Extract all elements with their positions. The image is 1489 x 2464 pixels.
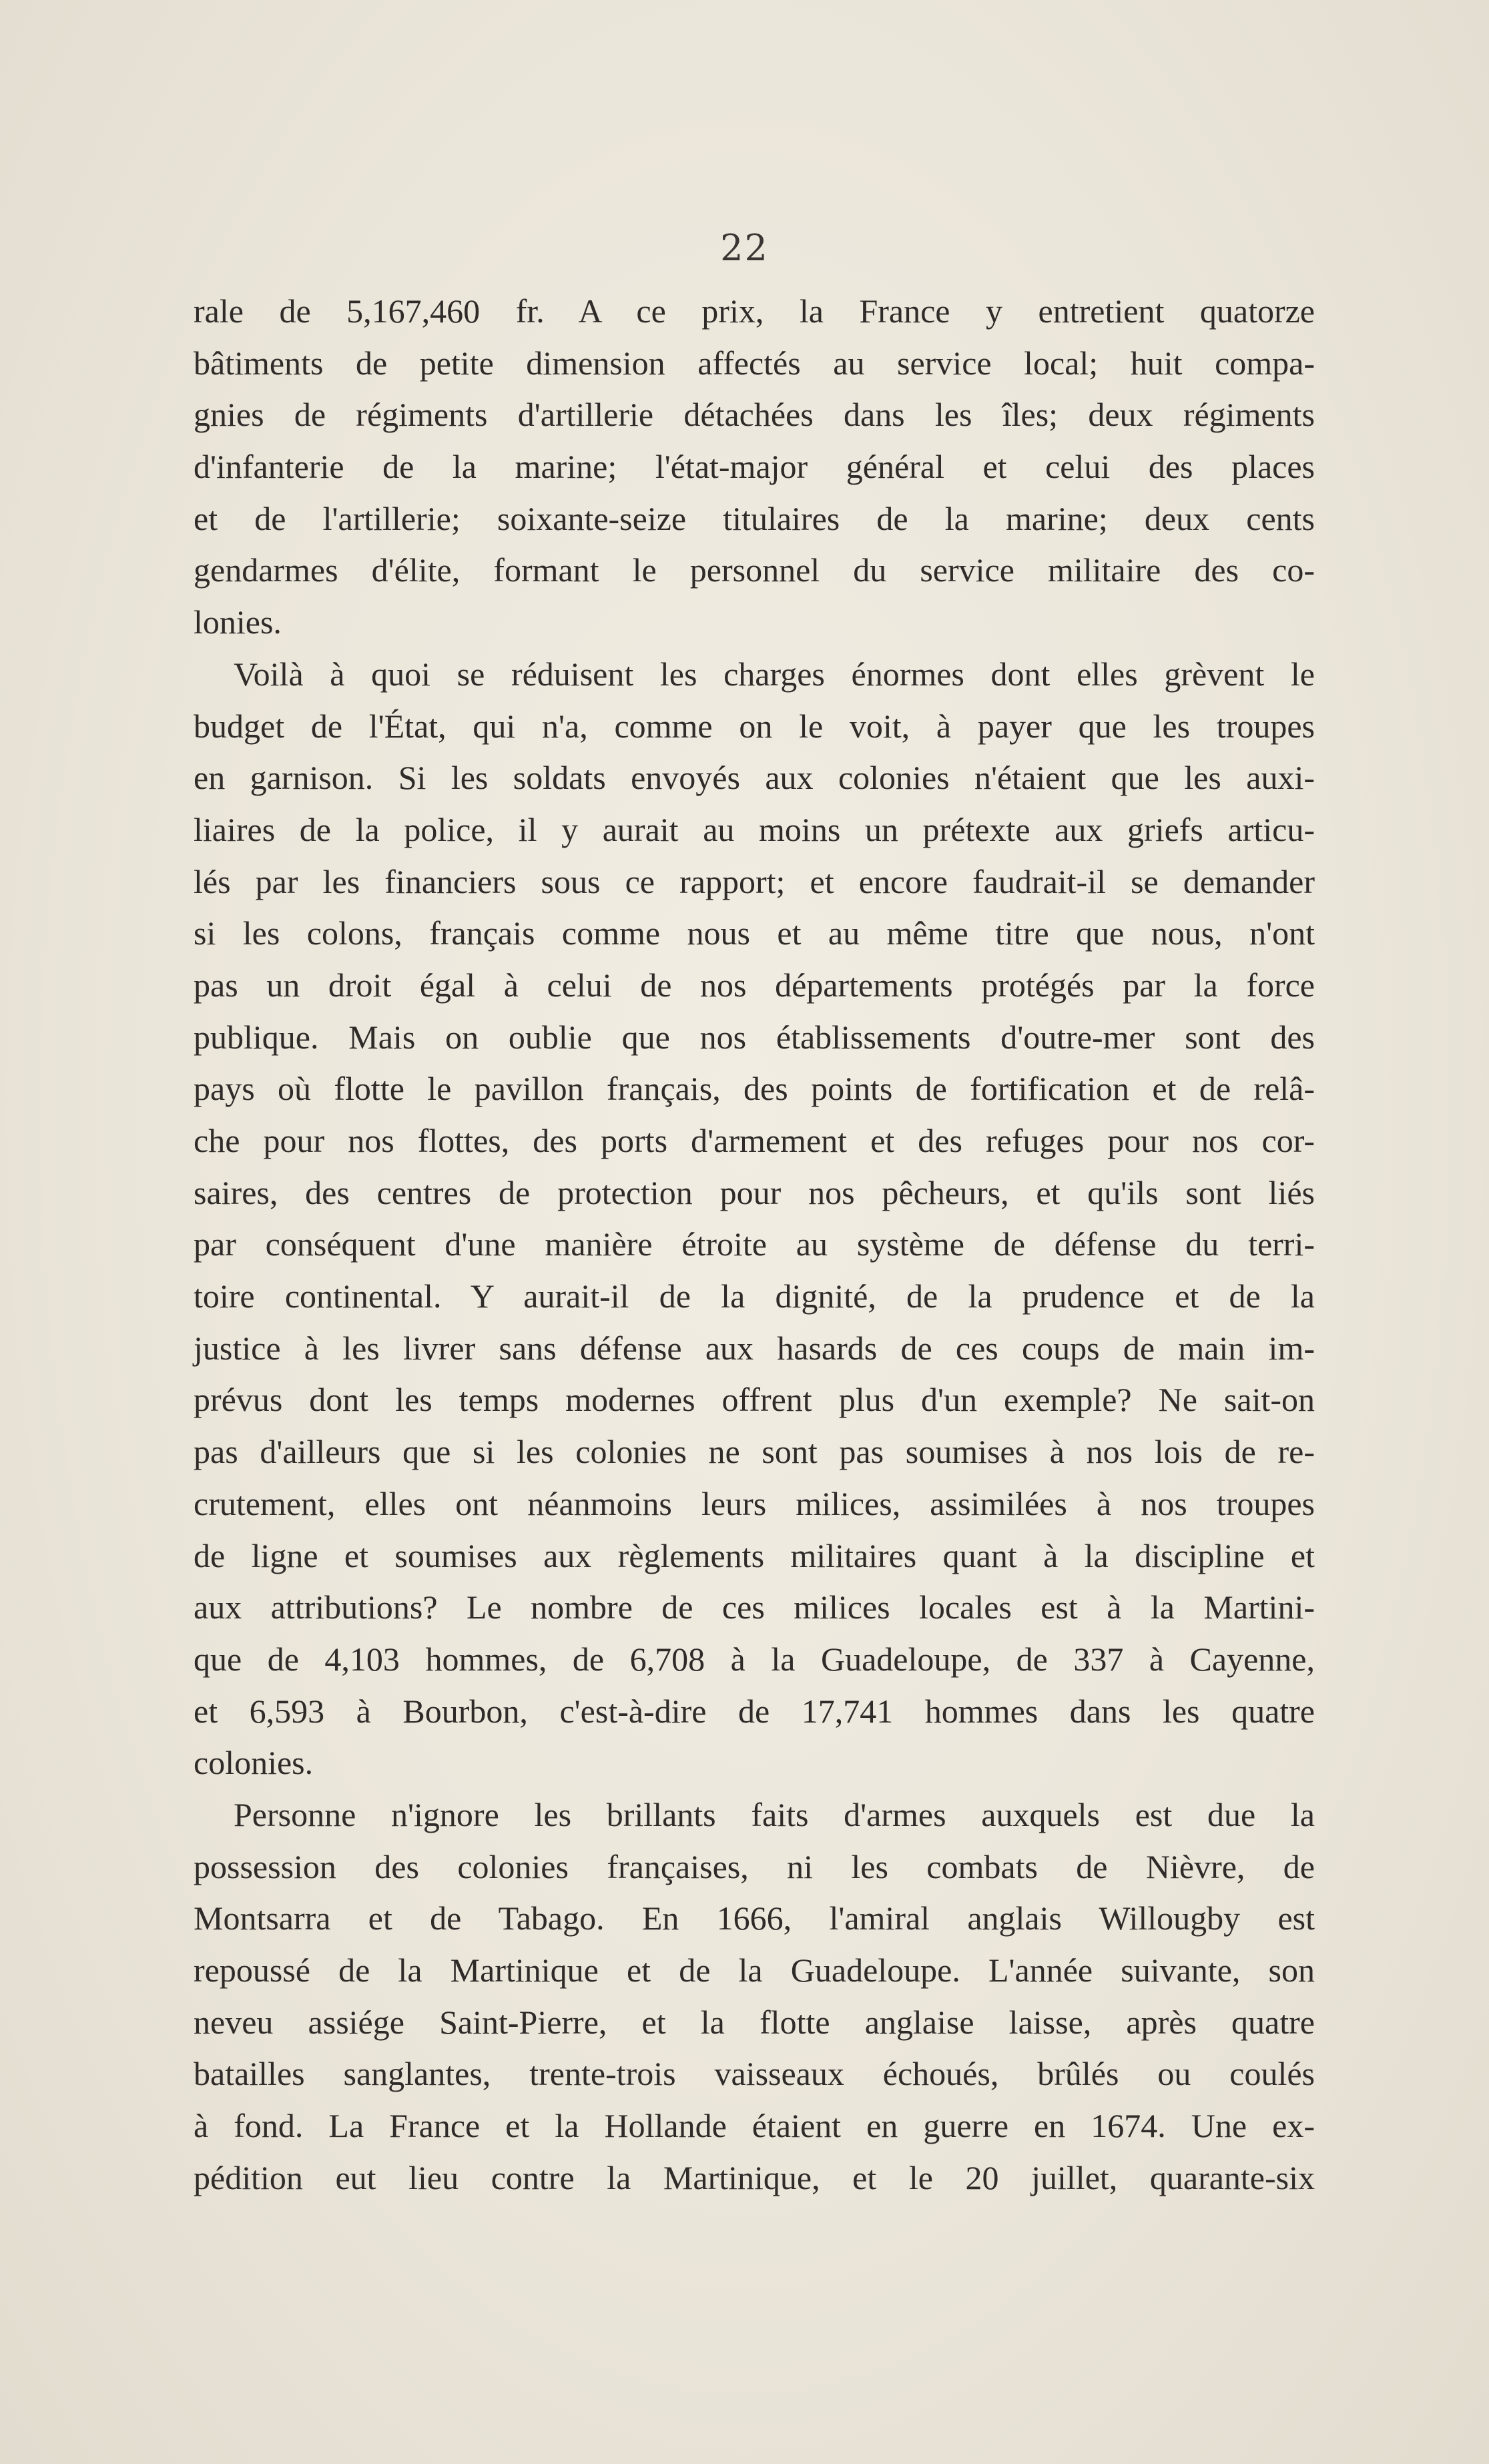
- text-line: d'infanterie de la marine; l'état-major général et celui des places: [194, 448, 1315, 486]
- text-line: toire continental. Y aurait-il de la dignité, de la prudence et de la: [194, 1277, 1315, 1315]
- text-line: budget de l'État, qui n'a, comme on le voit, à payer que les troupes: [194, 707, 1315, 745]
- text-line: colonies.: [194, 1744, 314, 1782]
- text-line: gnies de régiments d'artillerie détachées dans les îles; deux régiments: [194, 396, 1315, 434]
- text-line: repoussé de la Martinique et de la Guadeloupe. L'année suivante, son: [194, 1951, 1315, 1989]
- text-line: par conséquent d'une manière étroite au système de défense du terri-: [194, 1225, 1315, 1263]
- text-line: prévus dont les temps modernes offrent plus d'un exemple? Ne sait-on: [194, 1381, 1315, 1419]
- text-line: pas d'ailleurs que si les colonies ne sont pas soumises à nos lois de re-: [194, 1433, 1315, 1471]
- text-line: pédition eut lieu contre la Martinique, et le 20 juillet, quarante-six: [194, 2158, 1315, 2196]
- paragraph-start-line: Personne n'ignore les brillants faits d'armes auxquels est due la: [234, 1795, 1315, 1833]
- text-line: pays où flotte le pavillon français, des points de fortification et de relâ-: [194, 1070, 1315, 1108]
- page-number: 22: [720, 227, 769, 269]
- text-line: possession des colonies françaises, ni les combats de Nièvre, de: [194, 1847, 1315, 1885]
- text-line: rale de 5,167,460 fr. A ce prix, la France y entretient quatorze: [194, 292, 1315, 330]
- text-line: saires, des centres de protection pour nos pêcheurs, et qu'ils sont liés: [194, 1173, 1315, 1211]
- text-line: lonies.: [194, 603, 282, 641]
- text-line: à fond. La France et la Hollande étaient en guerre en 1674. Une ex-: [194, 2107, 1315, 2145]
- text-line: et 6,593 à Bourbon, c'est-à-dire de 17,741 hommes dans les quatre: [194, 1692, 1315, 1730]
- text-line: publique. Mais on oublie que nos établissements d'outre-mer sont des: [194, 1018, 1315, 1056]
- text-line: batailles sanglantes, trente-trois vaisseaux échoués, brûlés ou coulés: [194, 2055, 1315, 2093]
- body-text: [194, 286, 1315, 2204]
- text-line: que de 4,103 hommes, de 6,708 à la Guadeloupe, de 337 à Cayenne,: [194, 1640, 1315, 1678]
- text-line: gendarmes d'élite, formant le personnel du service militaire des co-: [194, 551, 1315, 589]
- paragraph-start-line: Voilà à quoi se réduisent les charges énormes dont elles grèvent le: [234, 655, 1315, 693]
- text-line: bâtiments de petite dimension affectés au service local; huit compa-: [194, 344, 1315, 382]
- text-line: en garnison. Si les soldats envoyés aux colonies n'étaient que les auxi-: [194, 759, 1315, 797]
- text-line: pas un droit égal à celui de nos départements protégés par la force: [194, 966, 1315, 1004]
- text-line: justice à les livrer sans défense aux hasards de ces coups de main im-: [194, 1329, 1315, 1367]
- text-line: liaires de la police, il y aurait au moins un prétexte aux griefs articu-: [194, 810, 1315, 848]
- text-line: et de l'artillerie; soixante-seize titulaires de la marine; deux cents: [194, 499, 1315, 537]
- text-line: crutement, elles ont néanmoins leurs milices, assimilées à nos troupes: [194, 1484, 1315, 1522]
- text-line: aux attributions? Le nombre de ces milices locales est à la Martini-: [194, 1588, 1315, 1626]
- text-line: neveu assiége Saint-Pierre, et la flotte anglaise laisse, après quatre: [194, 2003, 1315, 2041]
- text-line: che pour nos flottes, des ports d'armement et des refuges pour nos cor-: [194, 1122, 1315, 1159]
- text-line: si les colons, français comme nous et au même titre que nous, n'ont: [194, 914, 1315, 952]
- text-line: lés par les financiers sous ce rapport; et encore faudrait-il se demander: [194, 862, 1315, 900]
- text-line: de ligne et soumises aux règlements militaires quant à la discipline et: [194, 1536, 1315, 1574]
- text-line: Montsarra et de Tabago. En 1666, l'amiral anglais Willougby est: [194, 1899, 1315, 1937]
